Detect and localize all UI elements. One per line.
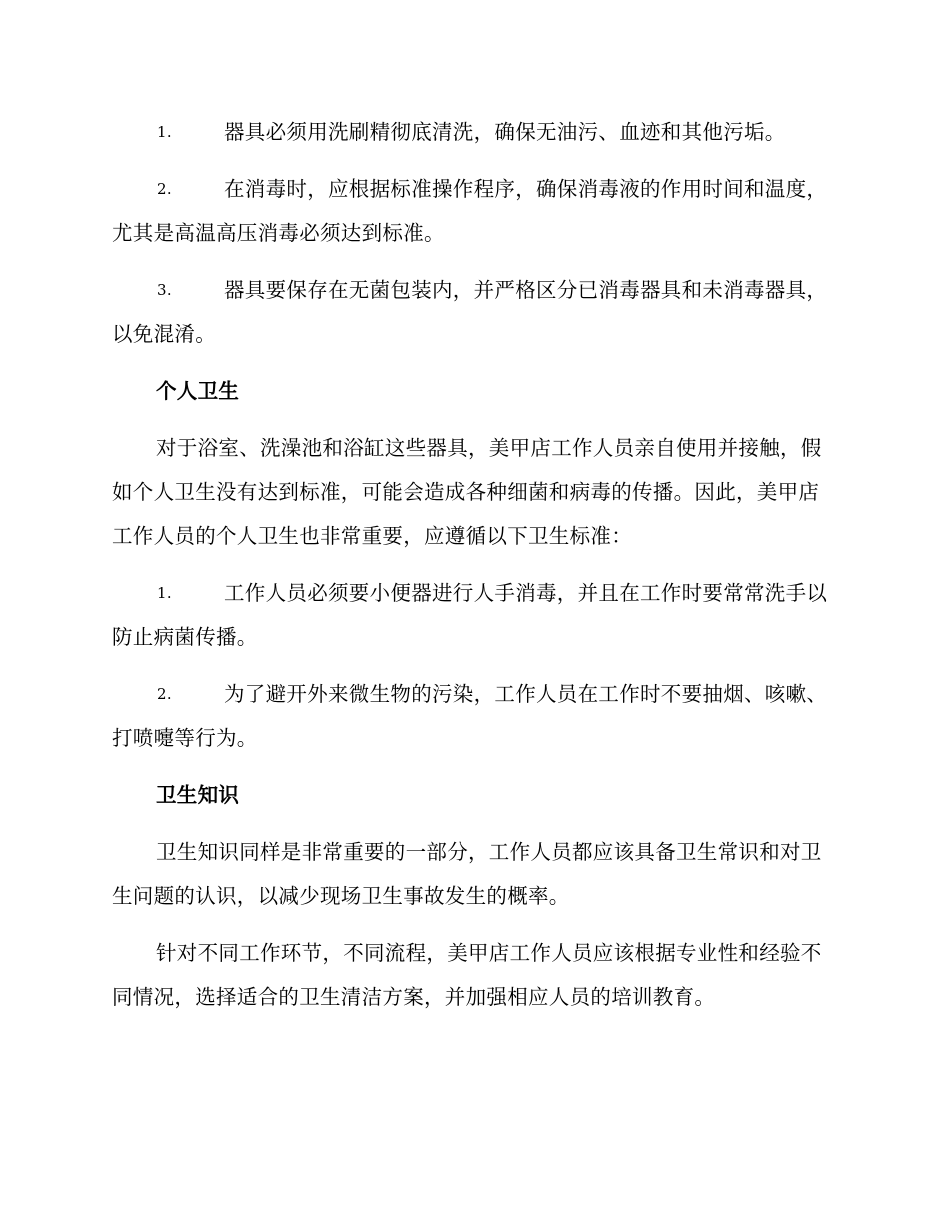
paragraph-personal-intro: 对于浴室、洗澡池和浴缸这些器具，美甲店工作人员亲自使用并接触，假如个人卫生没有达到标准，可能会造成各种细菌和病毒的传播。因此，美甲店工作人员的个人卫生也非常重要，应遵循以下卫生标准： <box>112 436 822 548</box>
list-number: 1. <box>157 123 172 141</box>
list-item <box>112 167 837 255</box>
paragraph-knowledge-2: 针对不同工作环节，不同流程，美甲店工作人员应该根据专业性和经验不同情况，选择适合的卫生清洁方案，并加强相应人员的培训教育。 <box>112 941 822 1009</box>
section-heading-hygiene-knowledge: 卫生知识 <box>156 783 240 807</box>
list-item <box>112 110 837 154</box>
list-item-text: 为了避开外来微生物的污染，工作人员在工作时不要抽烟、咳嗽、打喷嚏等行为。 <box>112 682 828 750</box>
list-item <box>112 672 837 760</box>
list-item-text: 器具必须用洗刷精彻底清洗，确保无油污、血迹和其他污垢。 <box>224 120 786 144</box>
list-number: 1. <box>157 584 172 602</box>
list-item-text: 在消毒时，应根据标准操作程序，确保消毒液的作用时间和温度，尤其是高温高压消毒必须达到标准。 <box>112 177 828 245</box>
document-page <box>112 110 837 1032</box>
list-item <box>112 268 837 356</box>
list-item-text: 器具要保存在无菌包装内，并严格区分已消毒器具和未消毒器具，以免混淆。 <box>112 278 828 346</box>
list-number: 3. <box>157 281 172 299</box>
list-item-text: 工作人员必须要小便器进行人手消毒，并且在工作时要常常洗手以防止病菌传播。 <box>112 581 828 649</box>
list-number: 2. <box>157 685 172 703</box>
section-heading-personal-hygiene: 个人卫生 <box>156 379 240 403</box>
list-number: 2. <box>157 180 172 198</box>
list-item <box>112 571 837 659</box>
paragraph-knowledge-1: 卫生知识同样是非常重要的一部分，工作人员都应该具备卫生常识和对卫生问题的认识，以减少现场卫生事故发生的概率。 <box>112 840 822 908</box>
